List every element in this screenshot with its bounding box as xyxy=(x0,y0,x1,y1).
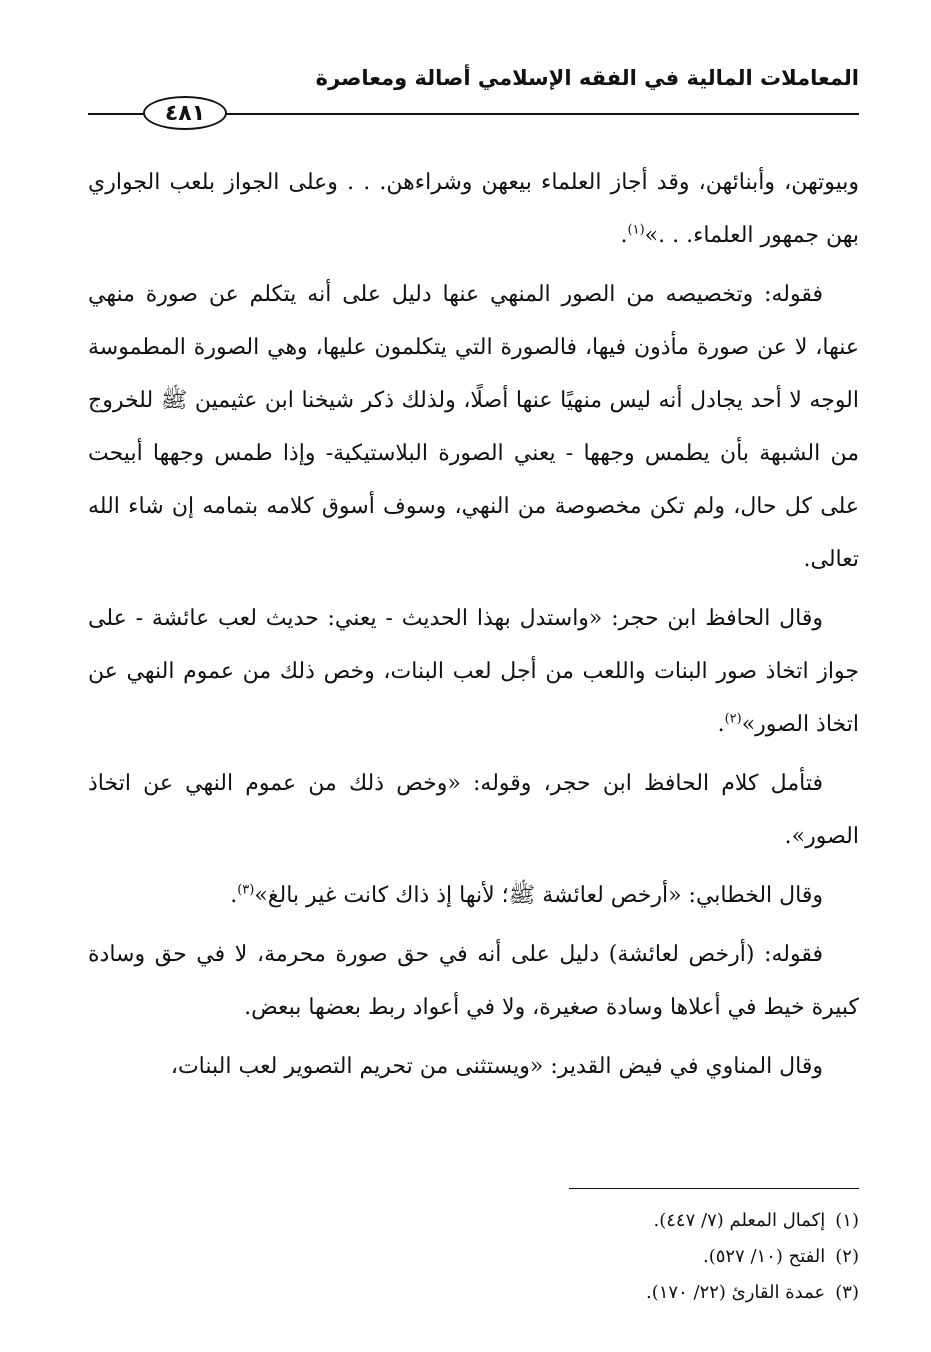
body-text xyxy=(88,156,859,1099)
footnote-item xyxy=(88,1203,859,1239)
footnote-text: إكمال المعلم (٧/ ٤٤٧). xyxy=(653,1210,826,1231)
paragraph: وقال الخطابي: «أرخص لعائشة ﷺ؛ لأنها إذ ذاك كانت غير بالغ»$^{(٣)}$. xyxy=(230,882,823,908)
page-number: ٤٨١ xyxy=(143,96,227,130)
footnote-number: (٣) xyxy=(835,1282,859,1303)
footnote-number: (٢) xyxy=(835,1246,859,1267)
footnotes xyxy=(88,1203,859,1311)
paragraph: وبيوتهن، وأبنائهن، وقد أجاز العلماء بيعهن وشراءهن. . . وعلى الجواز بلعب الجواري بهن جمهور العلماء. . .»$^{(١)}$. xyxy=(88,170,859,248)
paragraph: فقوله: (أرخص لعائشة) دليل على أنه في حق صورة محرمة، لا في حق وسادة كبيرة خيط في أعلاها وسادة صغيرة، ولا في أعواد ربط بعضها ببعض. xyxy=(88,942,859,1020)
footnote-item xyxy=(88,1275,859,1311)
running-title: المعاملات المالية في الفقه الإسلامي أصالة ومعاصرة xyxy=(315,66,859,90)
footnote-item xyxy=(88,1239,859,1275)
footnote-number: (١) xyxy=(835,1210,859,1231)
paragraph: وقال المناوي في فيض القدير: «ويستثنى من تحريم التصوير لعب البنات، xyxy=(170,1054,823,1079)
footnote-text: الفتح (١٠/ ٥٢٧). xyxy=(702,1246,826,1267)
footnote-ref[interactable]: (١) xyxy=(627,222,645,238)
footnote-ref[interactable]: (٣) xyxy=(237,882,255,898)
paragraph: فتأمل كلام الحافظ ابن حجر، وقوله: «وخص ذلك من عموم النهي عن اتخاذ الصور». xyxy=(88,771,859,849)
footnote-ref[interactable]: (٢) xyxy=(724,711,742,727)
footnote-text: عمدة القارئ (٢٢/ ١٧٠). xyxy=(646,1282,826,1303)
footnote-rule xyxy=(569,1188,859,1189)
paragraph: فقوله: وتخصيصه من الصور المنهي عنها دليل على أنه يتكلم عن صورة منهي عنها، لا عن صورة مأذون فيها، فالصورة التي يتكلمون عليها، وهي الصورة المطموسة الوجه لا أحد يجادل أنه ليس منهيًا عنها أصلًا، ولذلك ذكر شيخنا ابن عثيمين ﷺ للخروج من الشبهة بأن يطمس وجهها - يعني الصورة البلاستيكية- وإذا طمس وجهها أبيحت على كل حال، ولم تكن مخصوصة من النهي، وسوف أسوق كلامه بتمامه إن شاء الله تعالى. xyxy=(88,282,859,572)
paragraph: وقال الحافظ ابن حجر: «واستدل بهذا الحديث - يعني: حديث لعب عائشة - على جواز اتخاذ صور البنات واللعب من أجل لعب البنات، وخص ذلك من عموم النهي عن اتخاذ الصور»$^{(٢)}$. xyxy=(88,606,859,737)
